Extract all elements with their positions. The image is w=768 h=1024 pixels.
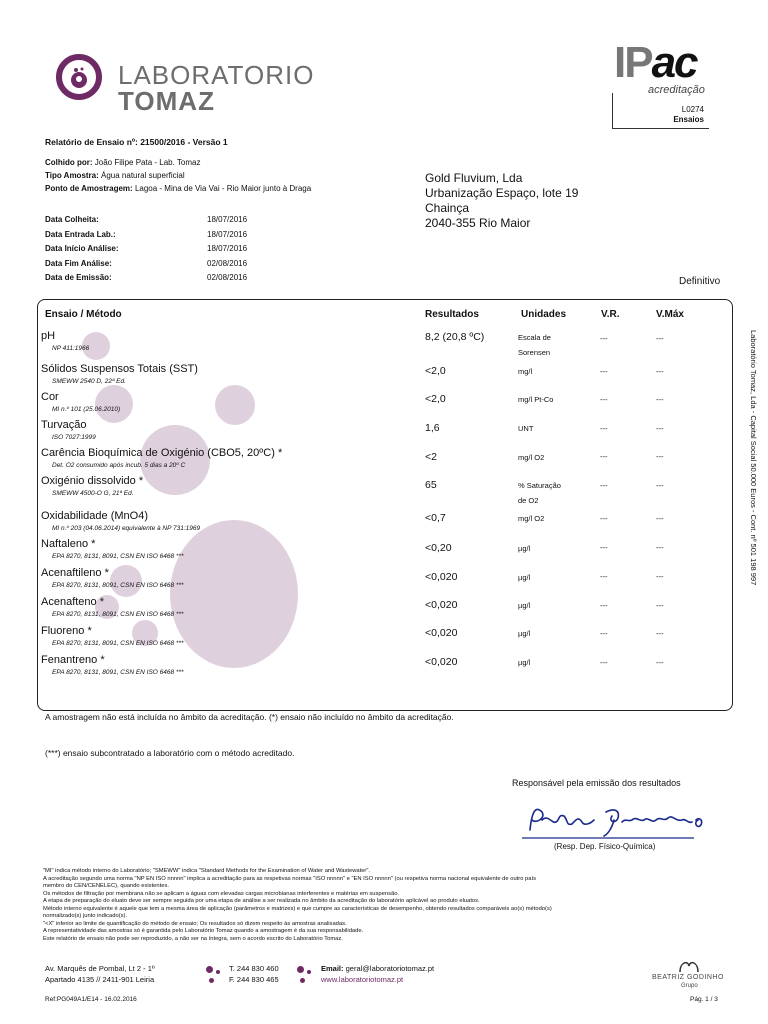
watermark-circle	[215, 385, 255, 425]
test-result: <0,020	[425, 627, 458, 639]
test-result: <0,020	[425, 599, 458, 611]
test-method: NP 411:1966	[52, 345, 90, 352]
test-vr: ---	[600, 424, 608, 433]
test-unit: mg/l O2	[518, 453, 545, 462]
test-unit: mg/l O2	[518, 514, 545, 523]
dot-icon	[307, 970, 311, 974]
collected-by: Colhido por: João Filipe Pata - Lab. Tomaz	[45, 158, 201, 167]
test-vmax: ---	[656, 658, 664, 667]
dot-icon	[300, 978, 305, 983]
date-value: 18/07/2016	[207, 244, 248, 253]
footer-email[interactable]: Email: geral@laboratoriotomaz.pt	[321, 964, 435, 973]
test-name: Oxidabilidade (MnO4)	[41, 510, 148, 522]
accreditation-note: A amostragem não está incluída no âmbito da acreditação. (*) ensaio não incluído no âmbito da acreditação.	[45, 712, 454, 722]
footnotes	[43, 868, 643, 943]
test-unit: µg/l	[518, 601, 531, 610]
watermark-circle	[140, 425, 210, 495]
client-name: Gold Fluvium, Lda	[425, 171, 523, 185]
lab-name-line1: LABORATORIO	[118, 60, 315, 90]
results-table	[37, 299, 733, 711]
test-vr: ---	[600, 367, 608, 376]
footnote-line: A representatividade das amostras só é garantida pelo Laboratório Tomaz quando a amostragem é da sua responsabilidade.	[43, 928, 364, 934]
header-units: Unidades	[521, 309, 567, 320]
test-unit: mg/l Pt-Co	[518, 395, 554, 404]
test-name: Cor	[41, 391, 59, 403]
test-result: <0,020	[425, 656, 458, 668]
test-result: <2,0	[425, 365, 446, 377]
test-name: Oxigénio dissolvido *	[41, 475, 144, 487]
company-side-text: Laboratório Tomaz, Lda - Capital Social 50.000 Euros - Cont. nº 501 198 997	[749, 330, 758, 586]
header-test: Ensaio / Método	[45, 309, 122, 320]
test-vmax: ---	[656, 334, 664, 343]
test-method: SMEWW 4500-O G, 21ª Ed.	[52, 490, 134, 497]
client-address-line: Urbanização Espaço, lote 19	[425, 186, 579, 200]
test-method: MI n.º 203 (04.06.2014) equivalente à NP 731:1969	[52, 525, 201, 532]
test-name: Naftaleno *	[41, 538, 96, 550]
test-vmax: ---	[656, 367, 664, 376]
test-vr: ---	[600, 334, 608, 343]
test-vmax: ---	[656, 629, 664, 638]
sampling-point: Ponto de Amostragem: Lagoa - Mina de Via Vai - Rio Maior junto à Draga	[45, 184, 312, 193]
footer-address: Av. Marquês de Pombal, Lt 2 - 1º	[45, 964, 155, 973]
test-name: Fenantreno *	[41, 654, 105, 666]
subcontract-note: (***) ensaio subcontratado a laboratório com o método acreditado.	[45, 748, 295, 758]
client-address-line: Chainça	[425, 201, 470, 215]
test-method: Det. O2 consumido após incub. 5 dias a 20º C	[52, 462, 186, 469]
test-method: EPA 8270, 8131, 8091, CSN EN ISO 6468 ***	[52, 582, 184, 589]
group-logo-icon	[678, 958, 700, 974]
header-vmax: V.Máx	[656, 309, 684, 320]
test-name: Acenafteno *	[41, 596, 104, 608]
test-vmax: ---	[656, 424, 664, 433]
test-vmax: ---	[656, 514, 664, 523]
document-ref: Ref:PG049A1/E14 - 16.02.2016	[45, 996, 137, 1003]
test-vmax: ---	[656, 481, 664, 490]
signature-role: (Resp. Dep. Físico-Química)	[554, 842, 656, 851]
footer-tel: T. 244 830 460	[229, 964, 279, 973]
footnote-line: normalizado(s) junto indicado(s).	[43, 913, 128, 919]
test-unit: µg/l	[518, 544, 531, 553]
signature-label: Responsável pela emissão dos resultados	[512, 778, 681, 788]
test-vmax: ---	[656, 572, 664, 581]
test-unit: UNT	[518, 424, 534, 433]
report-status: Definitivo	[679, 276, 721, 287]
footnote-line: "MI" indica método interno do Laboratório; "SMEWW" indica "Standard Methods for the Examination of Water and Wastewater".	[43, 868, 371, 874]
test-method: MI n.º 101 (25.06.2010)	[52, 406, 121, 413]
test-method: EPA 8270, 8131, 8091, CSN EN ISO 6468 ***	[52, 553, 184, 560]
client-address-line: 2040-355 Rio Maior	[425, 216, 531, 230]
test-method: ISO 7027:1999	[52, 434, 96, 441]
test-method: EPA 8270, 8131, 8091, CSN EN ISO 6468 ***	[52, 669, 184, 676]
test-vr: ---	[600, 658, 608, 667]
dot-icon	[206, 966, 213, 973]
ipac-code: L0274	[681, 105, 704, 114]
group-sub: Grupo	[681, 983, 698, 989]
watermark-circle	[110, 565, 142, 597]
test-method: SMEWW 2540 D, 22ª Ed.	[52, 378, 126, 385]
page-number: Pág. 1 / 3	[690, 996, 718, 1003]
test-vr: ---	[600, 481, 608, 490]
footnote-line: A etapa de preparação do eluato deve ser sempre seguida por uma etapa de análise a ser realizada no âmbito da acreditação do laboratório aplicável ao produto eluatos.	[43, 898, 480, 904]
test-vr: ---	[600, 543, 608, 552]
test-vmax: ---	[656, 395, 664, 404]
test-result: 8,2 (20,8 ºC)	[425, 331, 485, 343]
test-name: Carência Bioquímica de Oxigénio (CBO5, 20ºC) *	[41, 447, 283, 459]
date-value: 02/08/2016	[207, 259, 248, 268]
test-result: 1,6	[425, 422, 440, 434]
test-method: EPA 8270, 8131, 8091, CSN EN ISO 6468 ***	[52, 611, 184, 618]
sample-type: Tipo Amostra: Água natural superficial	[45, 171, 185, 180]
date-value: 02/08/2016	[207, 273, 248, 282]
watermark-circle	[95, 385, 133, 423]
test-name: pH	[41, 330, 56, 342]
test-result: <0,020	[425, 571, 458, 583]
test-vr: ---	[600, 601, 608, 610]
date-value: 18/07/2016	[207, 215, 248, 224]
footer-website-link[interactable]: www.laboratoriotomaz.pt	[321, 975, 404, 984]
date-label: Data Fim Análise:	[45, 259, 112, 268]
ipac-scope: Ensaios	[673, 115, 704, 124]
date-label: Data Início Análise:	[45, 244, 119, 253]
test-vr: ---	[600, 452, 608, 461]
test-vr: ---	[600, 395, 608, 404]
test-vmax: ---	[656, 543, 664, 552]
test-result: 65	[425, 479, 437, 491]
dot-icon	[216, 970, 220, 974]
footer-address: Apartado 4135 // 2411-901 Leiria	[45, 975, 155, 984]
test-name: Acenaftileno *	[41, 567, 109, 579]
footnote-line: Este relatório de ensaio não pode ser reproduzido, a não ser na íntegra, sem o acordo escrito do Laboratório Tomaz.	[43, 935, 343, 942]
footer-fax: F. 244 830 465	[229, 975, 279, 984]
test-method: EPA 8270, 8131, 8091, CSN EN ISO 6468 ***	[52, 640, 184, 647]
flask-icon	[68, 66, 90, 88]
dot-icon	[297, 966, 304, 973]
test-result: <2	[425, 451, 437, 463]
test-vr: ---	[600, 629, 608, 638]
test-result: <2,0	[425, 393, 446, 405]
test-name: Sólidos Suspensos Totais (SST)	[41, 363, 198, 375]
test-result: <0,7	[425, 512, 446, 524]
report-title: Relatório de Ensaio nº: 21500/2016 - Versão 1	[45, 137, 228, 147]
test-vmax: ---	[656, 601, 664, 610]
footnote-line: Os métodos de filtração por membrana não se aplicam a águas com elevadas cargas microbianas interferentes e matérias em suspensão.	[43, 890, 400, 897]
test-unit: µg/l	[518, 573, 531, 582]
ipac-subtitle: acreditação	[648, 84, 705, 96]
test-result: <0,20	[425, 542, 452, 554]
test-vr: ---	[600, 572, 608, 581]
test-unit: mg/l	[518, 367, 533, 376]
test-unit: µg/l	[518, 658, 531, 667]
test-unit: µg/l	[518, 629, 531, 638]
test-name: Fluoreno *	[41, 625, 92, 637]
test-unit: Escala de Sorensen	[518, 333, 551, 357]
date-label: Data Entrada Lab.:	[45, 230, 116, 239]
footnote-line: Método interno equivalente é aquele que tem a mesma área de aplicação (parâmetros e matrizes) e que cumpre as características de desempenho, obtendo resultados comparáveis ao(s) método(s)	[43, 905, 552, 912]
ipac-logo: IPac	[614, 38, 697, 87]
watermark-circle	[170, 520, 298, 668]
footnote-line: A acreditação segundo uma norma "NP EN ISO nnnnn" implica a acreditação para as respetivas normas "ISO nnnnn" e "EN ISO nnnnn" (ou respetiva norma nacional equivalente de outro país	[43, 875, 537, 882]
test-unit: % Saturação de O2	[518, 481, 561, 505]
test-name: Turvação	[41, 419, 87, 431]
footnote-line: "<X" inferior ao limite de quantificação do método de ensaio; Os resultados só dizem respeito às amostras analisadas.	[43, 920, 347, 927]
signature-image	[522, 800, 712, 842]
date-value: 18/07/2016	[207, 230, 248, 239]
test-vr: ---	[600, 514, 608, 523]
header-results: Resultados	[425, 309, 479, 320]
footnote-line: membro do CEN/CENELEC), quando existentes.	[43, 883, 169, 889]
header-vr: V.R.	[601, 309, 620, 320]
date-label: Data de Emissão:	[45, 273, 112, 282]
test-vmax: ---	[656, 452, 664, 461]
date-label: Data Colheita:	[45, 215, 99, 224]
group-name: BEATRIZ GODINHO	[652, 974, 724, 981]
lab-name-line2: TOMAZ	[118, 86, 215, 116]
dot-icon	[209, 978, 214, 983]
